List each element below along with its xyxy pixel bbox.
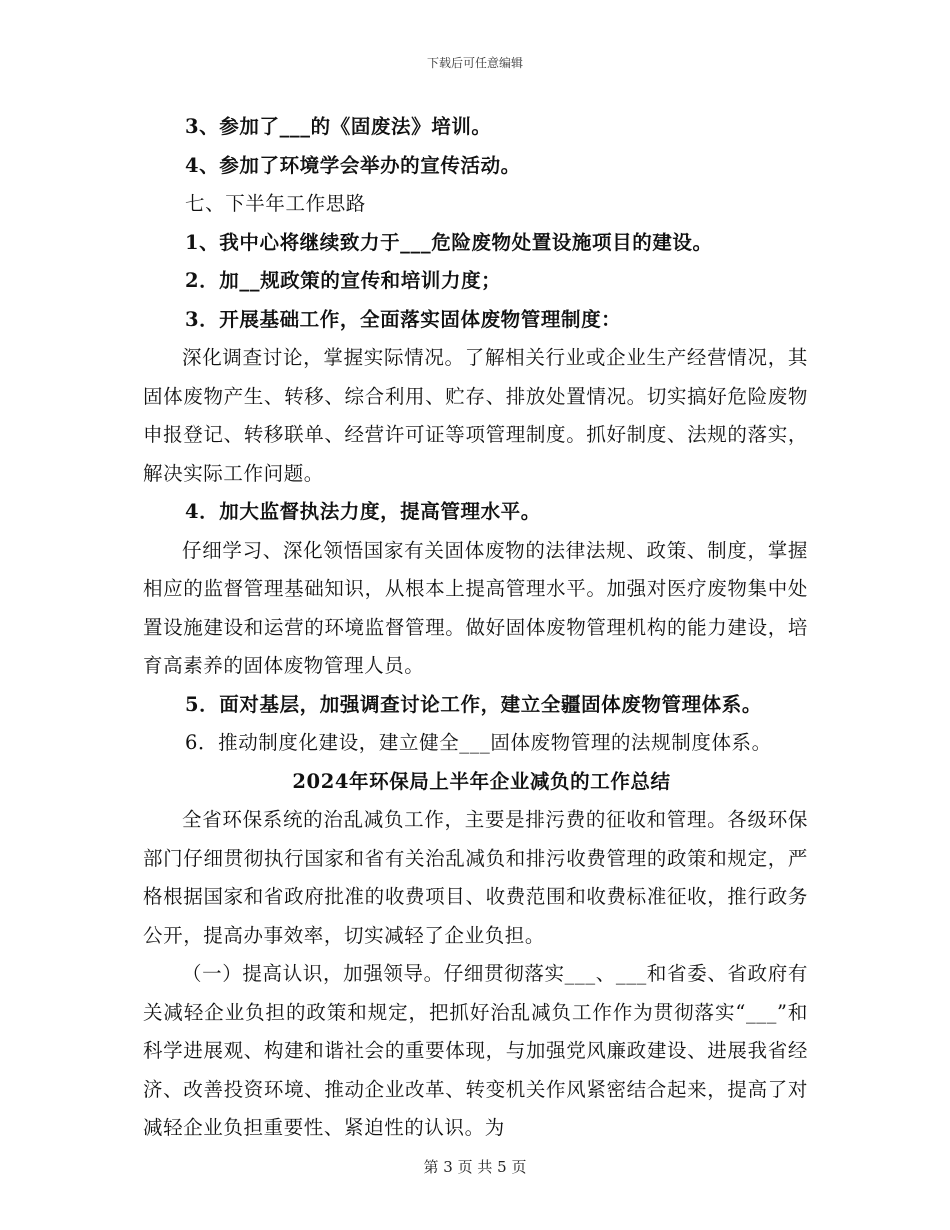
page-footer: 第 3 页 共 5 页 — [423, 1158, 527, 1176]
article-title: 2024年环保局上半年企业减负的工作总结 — [292, 769, 671, 793]
plan-item-4: 4．加大监督执法力度，提高管理水平。 — [185, 500, 541, 523]
paragraph-section-1: （一）提高认识，加强领导。仔细贯彻落实___、___和省委、省政府有关减轻企业负担的政策和规定，把抓好治乱减负工作作为贯彻落实“___”和科学进展观、构建和谐社会的重要体现，与加强党风廉政建设、进展我省经济、改善投资环境、推动企业改革、转变机关作风紧密结合起来，提高了对减轻企业负担重要性、紧迫性的认识。为 — [143, 962, 808, 1139]
plan-item-5: 5．面对基层，加强调查讨论工作，建立全疆固体废物管理体系。 — [185, 692, 762, 716]
paragraph-study: 仔细学习、深化领悟国家有关固体废物的法律法规、政策、制度，掌握相应的监督管理基础知识，从根本上提高管理水平。加强对医疗废物集中处置设施建设和运营的环境监督管理。做好固体废物管理机构的能力建设，培育高素养的固体废物管理人员。 — [143, 538, 808, 677]
plan-item-2: 2．加__规政策的宣传和培训力度； — [185, 269, 502, 292]
plan-item-6: 6．推动制度化建设，建立健全___固体废物管理的法规制度体系。 — [185, 731, 772, 754]
list-item-3: 3、参加了___的《固废法》培训。 — [185, 115, 492, 138]
paragraph-investigation: 深化调查讨论，掌握实际情况。了解相关行业或企业生产经营情况，其固体废物产生、转移、综合利用、贮存、排放处置情况。切实搞好危险废物申报登记、转移联单、经营许可证等项管理制度。抓好制度、法规的落实，解决实际工作问题。 — [143, 346, 808, 485]
document-body — [143, 108, 808, 1148]
plan-item-1: 1、我中心将继续致力于___危险废物处置设施项目的建设。 — [185, 230, 713, 254]
page-header: 下载后可任意编辑 — [426, 56, 523, 70]
paragraph-intro: 全省环保系统的治乱减负工作，主要是排污费的征收和管理。各级环保部门仔细贯彻执行国家和省有关治乱减负和排污收费管理的政策和规定，严格根据国家和省政府批准的收费项目、收费范围和收费标准征收，推行政务公开，提高办事效率，切实减轻了企业负担。 — [143, 808, 808, 947]
plan-item-3: 3．开展基础工作，全面落实固体废物管理制度： — [185, 307, 622, 331]
list-item-4: 4、参加了环境学会举办的宣传活动。 — [185, 153, 521, 177]
section-heading-7: 七、下半年工作思路 — [185, 192, 366, 215]
